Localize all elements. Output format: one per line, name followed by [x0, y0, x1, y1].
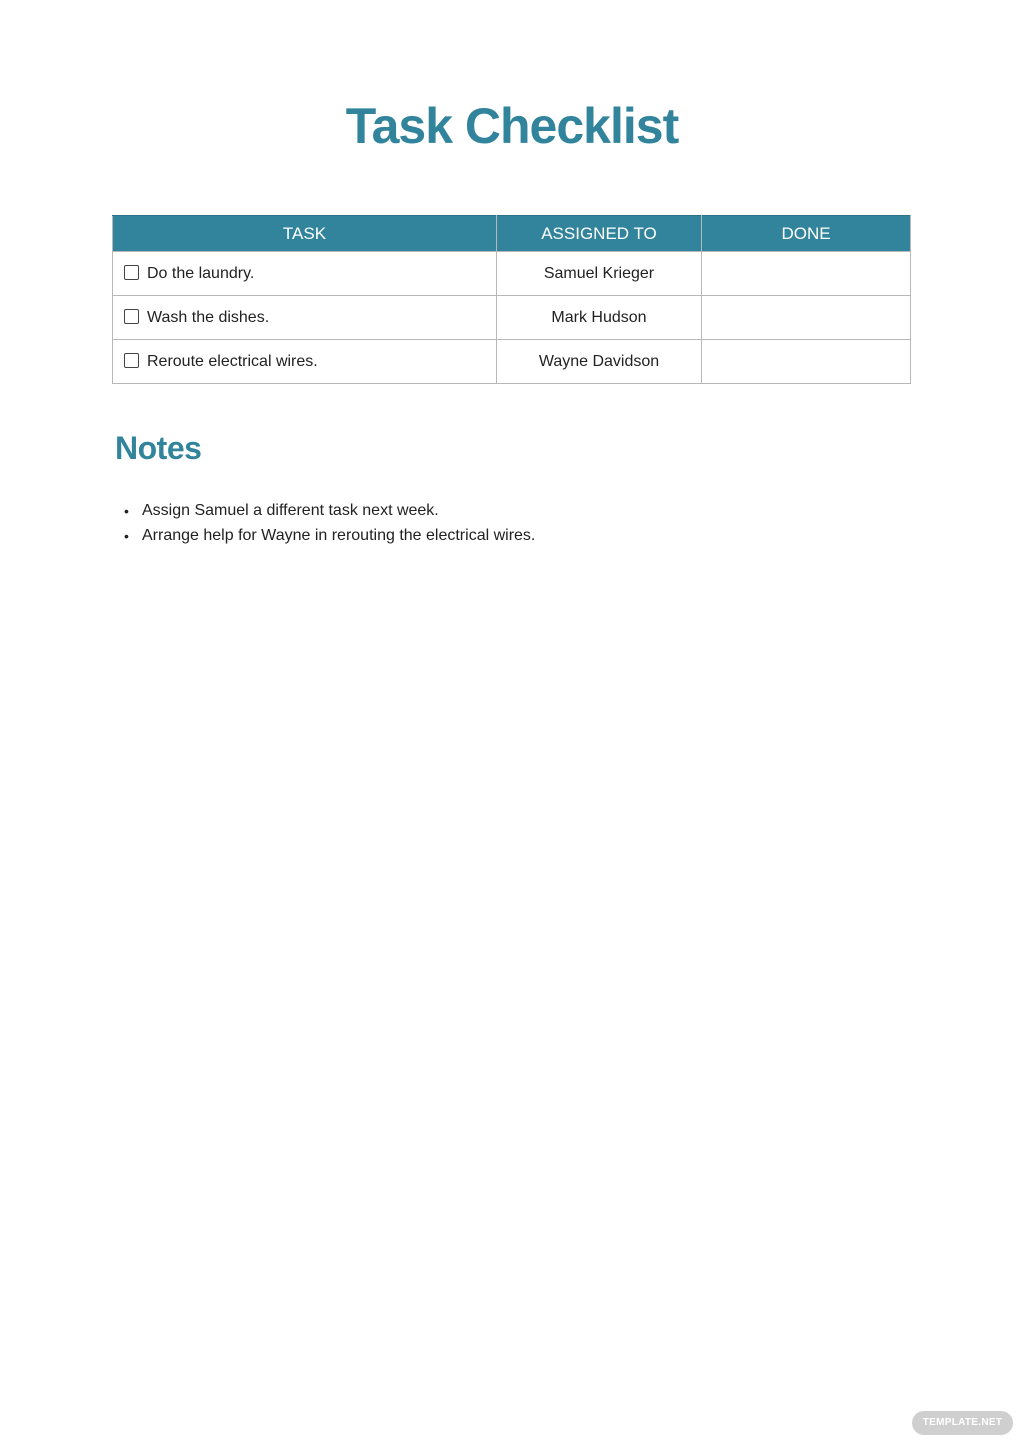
- assigned-to-cell: Samuel Krieger: [497, 252, 702, 296]
- page-title: Task Checklist: [345, 98, 679, 154]
- task-cell: [113, 340, 497, 384]
- done-cell[interactable]: [702, 252, 911, 296]
- note-text: Assign Samuel a different task next week.: [142, 502, 439, 519]
- task-label: Wash the dishes.: [147, 308, 270, 326]
- task-cell: [113, 252, 497, 296]
- checkbox-icon[interactable]: [124, 309, 139, 324]
- list-item: [124, 500, 535, 525]
- column-header-task: TASK: [113, 216, 497, 252]
- task-label: Reroute electrical wires.: [147, 352, 318, 370]
- watermark-badge: TEMPLATE.NET: [912, 1411, 1013, 1435]
- notes-list: [124, 500, 536, 550]
- column-header-assigned-to: ASSIGNED TO: [497, 216, 702, 252]
- bullet-icon: •: [124, 528, 129, 544]
- column-header-done: DONE: [702, 216, 911, 252]
- table-row: [113, 296, 911, 340]
- list-item: [124, 525, 536, 550]
- table-row: [113, 252, 911, 296]
- assigned-to-cell: Wayne Davidson: [497, 340, 702, 384]
- task-table: [112, 215, 911, 384]
- table-row: [113, 340, 911, 384]
- checkbox-icon[interactable]: [124, 353, 139, 368]
- done-cell[interactable]: [702, 340, 911, 384]
- checkbox-icon[interactable]: [124, 265, 139, 280]
- notes-heading: Notes: [115, 430, 202, 466]
- task-label: Do the laundry.: [147, 264, 255, 282]
- table-header-row: [113, 216, 911, 252]
- note-text: Arrange help for Wayne in rerouting the electrical wires.: [142, 527, 536, 544]
- task-cell: [113, 296, 497, 340]
- done-cell[interactable]: [702, 296, 911, 340]
- assigned-to-cell: Mark Hudson: [497, 296, 702, 340]
- bullet-icon: •: [124, 503, 129, 519]
